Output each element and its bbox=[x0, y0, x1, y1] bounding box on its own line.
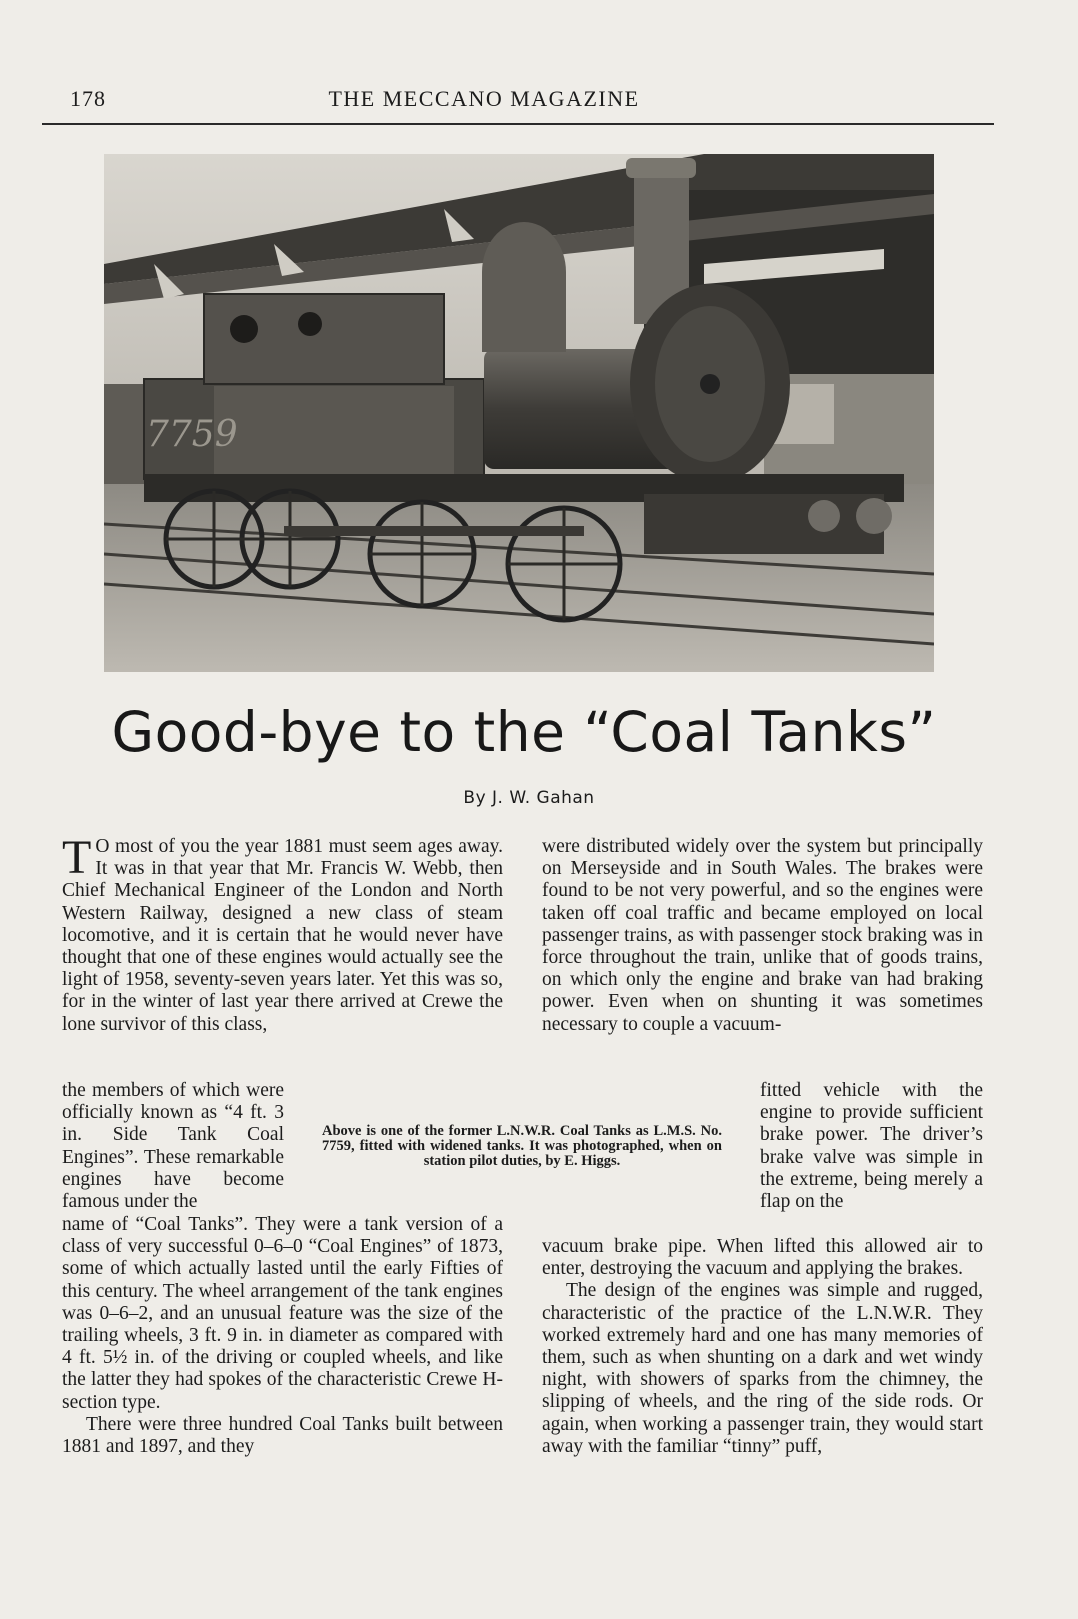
column-right-mid bbox=[760, 1080, 983, 1213]
running-head: THE MECCANO MAGAZINE bbox=[328, 86, 640, 111]
paragraph-2-part-3: fitted vehicle with the engine to provide sufficient brake power. The driver’s brake valve was simple in the extreme, being merely a flap on the bbox=[760, 1080, 983, 1213]
paragraph-2-start: There were three hundred Coal Tanks built between 1881 and 1897, and they bbox=[62, 1413, 503, 1458]
paragraph-3: The design of the engines was simple and rugged, characteristic of the practice of the L.N.W.R. They worked extremely hard and one has many memories of them, such as when shunting on a dark and wet windy night, with showers of sparks from the chimney, the slipping of wheels, and the ring of the side rods. Or again, when working a passenger train, they would start away with the familiar “tinny” puff, bbox=[542, 1280, 983, 1457]
paragraph-1-part-3: name of “Coal Tanks”. They were a tank version of a class of very successful 0–6–0 “Coal Engines” of 1873, some of which actually lasted until the early Fifties of this century. The wheel arrangement of the tank engines was 0–6–2, and an unusual feature was the size of the trailing wheels, 3 ft. 9 in. in diameter as compared with 4 ft. 5½ in. of the driving or coupled wheels, and like the latter they had spokes of the characteristic Crewe H-section type. bbox=[62, 1214, 503, 1413]
column-left-mid bbox=[62, 1080, 284, 1213]
header-rule bbox=[42, 123, 994, 125]
paragraph-2-part-4: vacuum brake pipe. When lifted this allowed air to enter, destroying the vacuum and applying the brakes. bbox=[542, 1236, 983, 1280]
column-right-top bbox=[542, 836, 983, 1036]
drop-cap: T bbox=[62, 831, 92, 884]
photo-caption: Above is one of the former L.N.W.R. Coal Tanks as L.M.S. No. 7759, fitted with widened tanks. It was photographed, when on station pilot duties, by E. Higgs. bbox=[322, 1123, 722, 1169]
locomotive-photo bbox=[104, 154, 934, 672]
locomotive-photo-icon bbox=[104, 154, 934, 672]
column-left-top bbox=[62, 831, 503, 1036]
column-right-bottom bbox=[542, 1236, 983, 1458]
article-title: Good-bye to the “Coal Tanks” bbox=[111, 700, 937, 764]
number-plate: 7759 bbox=[146, 414, 238, 455]
paragraph-1-part-1: O most of you the year 1881 must seem ages away. It was in that year that Mr. Francis W. Webb, then Chief Mechanical Engineer of the London and North Western Railway, designed a new class of steam locomotive, and it is certain that he would never have thought that one of these engines would actually see the light of 1958, seventy-seven years later. Yet this was so, for in the winter of last year there arrived at Crewe the lone survivor of this class, bbox=[62, 836, 503, 1035]
page-number: 178 bbox=[70, 86, 106, 111]
article-byline: By J. W. Gahan bbox=[463, 788, 595, 808]
column-left-bottom bbox=[62, 1214, 503, 1458]
paragraph-1-part-2: the members of which were officially known as “4 ft. 3 in. Side Tank Coal Engines”. These remarkable engines have become famous under the bbox=[62, 1080, 284, 1213]
paragraph-2-part-2: were distributed widely over the system but principally on Merseyside and in South Wales. The brakes were found to be not very powerful, and so the engines were taken off coal traffic and became employed on local passenger trains, as with passenger stock braking was in force throughout the train, unlike that of goods trains, on which only the engine and brake van had braking power. Even when on shunting it was sometimes necessary to couple a vacuum- bbox=[542, 836, 983, 1035]
